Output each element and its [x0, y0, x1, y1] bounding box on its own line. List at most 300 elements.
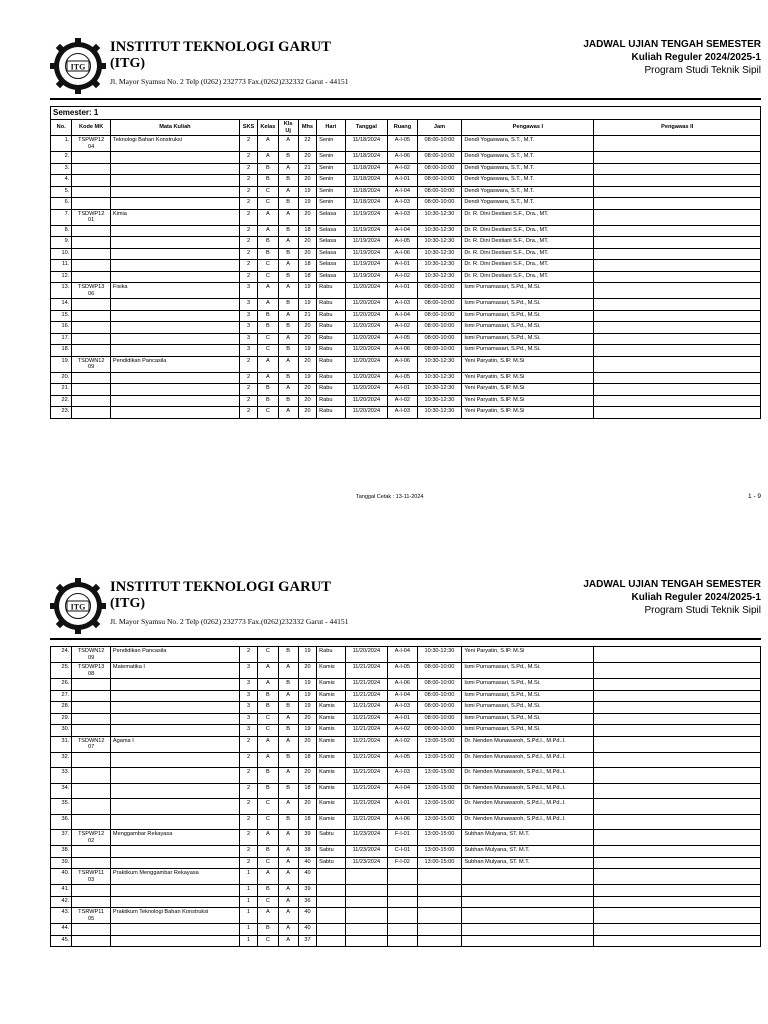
- col-kls-uj-cell: B: [278, 248, 298, 260]
- col-kode-mk-cell: TSDWN12 07: [72, 736, 111, 752]
- col-mhs-cell: 39: [298, 885, 316, 897]
- col-kls-uj-cell: A: [278, 136, 298, 152]
- table-row: [51, 271, 761, 283]
- col-hari-cell: [317, 896, 345, 908]
- table-row: [51, 783, 761, 799]
- col-tanggal-cell: 11/18/2024: [345, 152, 388, 164]
- col-pengawas-2-cell: [594, 663, 761, 679]
- col-sks-cell: 3: [239, 283, 257, 299]
- col-no-cell: 21.: [51, 384, 72, 396]
- col-kelas-cell: A: [258, 225, 278, 237]
- col-mhs-cell: 19: [298, 679, 316, 691]
- col-no-cell: 25.: [51, 663, 72, 679]
- col-kls-uj-cell: A: [278, 768, 298, 784]
- col-mata-kuliah-cell: Praktikum Teknologi Bahan Konstruksi: [110, 908, 239, 924]
- col-jam-cell: [417, 935, 462, 947]
- col-mata-kuliah-cell: Pendidikan Pancasila: [110, 356, 239, 372]
- col-tanggal-cell: 11/23/2024: [345, 830, 388, 846]
- col-jam-cell: 13:00-15:00: [417, 736, 462, 752]
- col-pengawas-1-cell: Dr. R. Dini Destiani S.F., Dra., MT.: [462, 248, 594, 260]
- document-subtitle: Kuliah Reguler 2024/2025-1: [631, 52, 761, 63]
- col-ruang-cell: A-I-06: [388, 345, 417, 357]
- col-tanggal-cell: 11/20/2024: [345, 372, 388, 384]
- col-kode-mk-cell: TSDWP12 01: [72, 209, 111, 225]
- col-pengawas-2-cell: [594, 152, 761, 164]
- table-row: [51, 225, 761, 237]
- col-mhs-cell: 19: [298, 299, 316, 311]
- col-sks-cell: 2: [239, 768, 257, 784]
- col-pengawas-2-cell: [594, 384, 761, 396]
- col-kode-mk-cell: [72, 299, 111, 311]
- col-kls-uj-header: Kls Uj: [278, 120, 298, 136]
- col-jam-cell: 08:00-10:00: [417, 136, 462, 152]
- col-pengawas-2-cell: [594, 783, 761, 799]
- col-hari-cell: Rabu: [317, 299, 345, 311]
- col-sks-cell: 2: [239, 830, 257, 846]
- col-kls-uj-cell: B: [278, 345, 298, 357]
- col-sks-cell: 3: [239, 322, 257, 334]
- col-ruang-cell: [388, 885, 417, 897]
- col-kelas-cell: B: [258, 384, 278, 396]
- col-pengawas-2-cell: [594, 271, 761, 283]
- col-no-cell: 9.: [51, 237, 72, 249]
- col-sks-cell: 2: [239, 736, 257, 752]
- col-no-cell: 11.: [51, 260, 72, 272]
- col-no-cell: 18.: [51, 345, 72, 357]
- col-mhs-cell: 20: [298, 395, 316, 407]
- col-kls-uj-cell: A: [278, 924, 298, 936]
- col-mhs-cell: 39: [298, 830, 316, 846]
- col-sks-cell: 2: [239, 356, 257, 372]
- col-mata-kuliah-cell: [110, 725, 239, 737]
- col-kls-uj-cell: A: [278, 857, 298, 869]
- table-row: [51, 260, 761, 272]
- col-ruang-cell: A-I-03: [388, 198, 417, 210]
- col-mhs-cell: 20: [298, 333, 316, 345]
- col-mhs-cell: 18: [298, 225, 316, 237]
- col-pengawas-2-cell: [594, 679, 761, 691]
- table-row: [51, 372, 761, 384]
- col-kode-mk-cell: TSDWP13 06: [72, 283, 111, 299]
- col-hari-cell: Rabu: [317, 345, 345, 357]
- col-pengawas-2-cell: [594, 702, 761, 714]
- col-mhs-cell: 19: [298, 283, 316, 299]
- table-row: [51, 345, 761, 357]
- col-sks-cell: 1: [239, 908, 257, 924]
- col-pengawas-2-cell: [594, 237, 761, 249]
- col-pengawas-2-cell: [594, 225, 761, 237]
- col-kls-uj-cell: A: [278, 690, 298, 702]
- table-row: [51, 869, 761, 885]
- col-mhs-cell: 40: [298, 869, 316, 885]
- col-jam-cell: [417, 885, 462, 897]
- col-hari-cell: Rabu: [317, 384, 345, 396]
- col-ruang-cell: A-I-01: [388, 283, 417, 299]
- col-jam-cell: [417, 924, 462, 936]
- col-ruang-cell: A-I-02: [388, 395, 417, 407]
- col-kelas-cell: C: [258, 814, 278, 830]
- col-no-cell: 17.: [51, 333, 72, 345]
- col-hari-cell: [317, 885, 345, 897]
- col-kelas-cell: C: [258, 896, 278, 908]
- table-row: [51, 175, 761, 187]
- col-pengawas-2-cell: [594, 830, 761, 846]
- document-subtitle: Kuliah Reguler 2024/2025-1: [631, 592, 761, 603]
- col-mata-kuliah-cell: [110, 752, 239, 768]
- col-kelas-cell: B: [258, 783, 278, 799]
- schedule-table: [50, 119, 761, 419]
- col-tanggal-cell: 11/21/2024: [345, 713, 388, 725]
- col-mhs-cell: 18: [298, 271, 316, 283]
- col-mata-kuliah-cell: [110, 260, 239, 272]
- col-mhs-cell: 20: [298, 768, 316, 784]
- col-pengawas-1-cell: Dendi Yogaswara, S.T., M.T.: [462, 152, 594, 164]
- col-kode-mk-cell: [72, 225, 111, 237]
- col-kode-mk-cell: [72, 725, 111, 737]
- table-row: [51, 186, 761, 198]
- col-sks-cell: 2: [239, 260, 257, 272]
- col-jam-cell: 13:00-15:00: [417, 814, 462, 830]
- col-pengawas-2-cell: [594, 322, 761, 334]
- col-kls-uj-cell: A: [278, 237, 298, 249]
- col-ruang-cell: [388, 935, 417, 947]
- col-hari-cell: Kamis: [317, 783, 345, 799]
- col-mata-kuliah-cell: Kimia: [110, 209, 239, 225]
- table-row: [51, 857, 761, 869]
- col-sks-cell: 2: [239, 752, 257, 768]
- col-kls-uj-cell: B: [278, 225, 298, 237]
- col-no-cell: 10.: [51, 248, 72, 260]
- col-sks-header: SKS: [239, 120, 257, 136]
- col-tanggal-cell: 11/18/2024: [345, 136, 388, 152]
- col-mata-kuliah-cell: [110, 896, 239, 908]
- col-kode-mk-cell: [72, 407, 111, 419]
- col-pengawas-2-cell: [594, 908, 761, 924]
- table-row: [51, 752, 761, 768]
- col-pengawas-2-cell: [594, 356, 761, 372]
- institution-name: INSTITUT TEKNOLOGI GARUT: [110, 39, 332, 55]
- col-jam-cell: [417, 908, 462, 924]
- col-pengawas-1-cell: Ismi Purnamasari, S.Pd., M.Si.: [462, 345, 594, 357]
- col-mhs-cell: 20: [298, 713, 316, 725]
- col-no-cell: 42.: [51, 896, 72, 908]
- col-no-cell: 31.: [51, 736, 72, 752]
- col-mata-kuliah-cell: [110, 407, 239, 419]
- col-tanggal-cell: 11/21/2024: [345, 725, 388, 737]
- col-no-cell: 13.: [51, 283, 72, 299]
- table-row: [51, 237, 761, 249]
- col-no-cell: 41.: [51, 885, 72, 897]
- col-tanggal-cell: 11/20/2024: [345, 395, 388, 407]
- col-kelas-cell: C: [258, 725, 278, 737]
- col-tanggal-cell: 11/20/2024: [345, 322, 388, 334]
- col-kls-uj-cell: A: [278, 356, 298, 372]
- col-pengawas-2-cell: [594, 736, 761, 752]
- col-mata-kuliah-cell: [110, 690, 239, 702]
- col-kode-mk-cell: [72, 713, 111, 725]
- col-kelas-cell: B: [258, 846, 278, 858]
- itg-logo-icon: [50, 38, 106, 94]
- col-tanggal-cell: [345, 924, 388, 936]
- col-kelas-cell: B: [258, 248, 278, 260]
- col-kelas-cell: B: [258, 310, 278, 322]
- col-tanggal-cell: 11/21/2024: [345, 752, 388, 768]
- col-ruang-cell: A-I-01: [388, 175, 417, 187]
- col-kelas-cell: C: [258, 271, 278, 283]
- col-hari-cell: Sabtu: [317, 830, 345, 846]
- col-kode-mk-cell: TSRWP11 05: [72, 908, 111, 924]
- col-no-cell: 3.: [51, 163, 72, 175]
- col-kelas-cell: B: [258, 690, 278, 702]
- col-tanggal-cell: [345, 869, 388, 885]
- col-pengawas-2-cell: [594, 768, 761, 784]
- table-row: [51, 198, 761, 210]
- schedule-table-continued: [50, 646, 761, 947]
- col-kelas-cell: A: [258, 830, 278, 846]
- col-pengawas-2-cell: [594, 299, 761, 311]
- col-mata-kuliah-cell: [110, 271, 239, 283]
- col-pengawas-2-cell: [594, 260, 761, 272]
- col-kls-uj-cell: B: [278, 752, 298, 768]
- col-hari-cell: [317, 908, 345, 924]
- col-hari-cell: Senin: [317, 198, 345, 210]
- col-pengawas-2-cell: [594, 857, 761, 869]
- col-sks-cell: 3: [239, 663, 257, 679]
- col-pengawas-1-cell: Ismi Purnamasari, S.Pd., M.Si.: [462, 322, 594, 334]
- col-kls-uj-cell: A: [278, 935, 298, 947]
- program-name: Program Studi Teknik Sipil: [644, 605, 761, 616]
- col-sks-cell: 2: [239, 384, 257, 396]
- col-jam-cell: [417, 896, 462, 908]
- col-pengawas-1-cell: [462, 908, 594, 924]
- col-pengawas-2-cell: [594, 846, 761, 858]
- table-row: [51, 384, 761, 396]
- col-pengawas-2-cell: [594, 395, 761, 407]
- col-tanggal-cell: 11/19/2024: [345, 260, 388, 272]
- col-kelas-cell: C: [258, 857, 278, 869]
- col-kls-uj-cell: A: [278, 869, 298, 885]
- col-kls-uj-cell: B: [278, 175, 298, 187]
- col-pengawas-2-cell: [594, 283, 761, 299]
- col-kode-mk-cell: [72, 783, 111, 799]
- col-sks-cell: 2: [239, 163, 257, 175]
- col-tanggal-cell: 11/20/2024: [345, 299, 388, 311]
- col-no-cell: 36.: [51, 814, 72, 830]
- col-kls-uj-cell: B: [278, 152, 298, 164]
- col-kode-mk-cell: [72, 248, 111, 260]
- col-hari-cell: Sabtu: [317, 857, 345, 869]
- col-kode-mk-cell: TSDWN12 09: [72, 356, 111, 372]
- col-kls-uj-cell: A: [278, 799, 298, 815]
- col-ruang-cell: A-I-05: [388, 663, 417, 679]
- col-mhs-cell: 36: [298, 896, 316, 908]
- col-ruang-cell: [388, 924, 417, 936]
- col-tanggal-cell: 11/20/2024: [345, 407, 388, 419]
- col-kelas-cell: B: [258, 237, 278, 249]
- col-kode-mk-cell: [72, 322, 111, 334]
- col-sks-cell: 3: [239, 679, 257, 691]
- col-kls-uj-cell: B: [278, 702, 298, 714]
- svg-text:ITG: ITG: [70, 602, 86, 612]
- col-mhs-cell: 19: [298, 345, 316, 357]
- col-kelas-cell: B: [258, 322, 278, 334]
- col-pengawas-2-cell: [594, 345, 761, 357]
- col-sks-cell: 3: [239, 690, 257, 702]
- col-jam-cell: 08:00-10:00: [417, 663, 462, 679]
- col-ruang-cell: C-I-01: [388, 846, 417, 858]
- col-sks-cell: 2: [239, 186, 257, 198]
- col-tanggal-cell: 11/19/2024: [345, 248, 388, 260]
- col-mata-kuliah-cell: [110, 846, 239, 858]
- col-kode-mk-cell: [72, 896, 111, 908]
- col-kls-uj-cell: A: [278, 896, 298, 908]
- col-pengawas-2-cell: [594, 310, 761, 322]
- col-sks-cell: 2: [239, 372, 257, 384]
- col-no-cell: 26.: [51, 679, 72, 691]
- col-pengawas-2-header: Pengawas II: [594, 120, 761, 136]
- col-mata-kuliah-cell: [110, 799, 239, 815]
- col-hari-cell: Kamis: [317, 799, 345, 815]
- col-sks-cell: 2: [239, 814, 257, 830]
- col-kode-mk-cell: TSDWP13 08: [72, 663, 111, 679]
- col-pengawas-1-header: Pengawas I: [462, 120, 594, 136]
- col-hari-cell: [317, 924, 345, 936]
- col-mata-kuliah-cell: [110, 702, 239, 714]
- col-mata-kuliah-cell: Teknologi Bahan Konstruksi: [110, 136, 239, 152]
- col-ruang-cell: A-I-06: [388, 152, 417, 164]
- col-hari-cell: Selasa: [317, 237, 345, 249]
- col-kls-uj-cell: A: [278, 846, 298, 858]
- table-row: [51, 283, 761, 299]
- col-mata-kuliah-cell: [110, 814, 239, 830]
- col-mhs-cell: 20: [298, 209, 316, 225]
- col-pengawas-1-cell: Dr. Nenden Munawaroh, S.Pd.I., M.Pd..I.: [462, 814, 594, 830]
- col-ruang-cell: [388, 896, 417, 908]
- table-row: [51, 814, 761, 830]
- col-no-cell: 37.: [51, 830, 72, 846]
- semester-label: Semester: 1: [50, 106, 761, 119]
- col-kode-mk-cell: [72, 857, 111, 869]
- col-kode-mk-cell: [72, 395, 111, 407]
- col-kelas-header: Kelas: [258, 120, 278, 136]
- col-pengawas-1-cell: Dr. R. Dini Destiani S.F., Dra., MT.: [462, 209, 594, 225]
- col-tanggal-cell: [345, 908, 388, 924]
- table-row: [51, 647, 761, 663]
- col-hari-cell: [317, 935, 345, 947]
- col-tanggal-cell: [345, 896, 388, 908]
- col-mata-kuliah-cell: [110, 163, 239, 175]
- col-jam-cell: 10:30-12:30: [417, 209, 462, 225]
- col-sks-cell: 2: [239, 271, 257, 283]
- col-kode-mk-cell: TSDWN12 09: [72, 647, 111, 663]
- col-pengawas-1-cell: Yeni Paryatin, S.IP. M.Si: [462, 395, 594, 407]
- col-jam-cell: 08:00-10:00: [417, 333, 462, 345]
- col-tanggal-cell: 11/21/2024: [345, 783, 388, 799]
- col-jam-cell: 08:00-10:00: [417, 299, 462, 311]
- col-kls-uj-cell: B: [278, 271, 298, 283]
- header-divider: [50, 638, 761, 640]
- col-pengawas-2-cell: [594, 186, 761, 198]
- col-mata-kuliah-cell: [110, 768, 239, 784]
- col-kode-mk-cell: [72, 198, 111, 210]
- col-hari-cell: Senin: [317, 186, 345, 198]
- col-hari-cell: Selasa: [317, 209, 345, 225]
- col-ruang-cell: A-I-01: [388, 384, 417, 396]
- col-no-cell: 12.: [51, 271, 72, 283]
- col-no-cell: 43.: [51, 908, 72, 924]
- col-pengawas-1-cell: Dendi Yogaswara, S.T., M.T.: [462, 186, 594, 198]
- col-kode-mk-cell: [72, 679, 111, 691]
- col-pengawas-2-cell: [594, 198, 761, 210]
- table-row: [51, 209, 761, 225]
- col-no-cell: 6.: [51, 198, 72, 210]
- col-sks-cell: 3: [239, 333, 257, 345]
- col-tanggal-cell: 11/19/2024: [345, 225, 388, 237]
- col-mhs-cell: 18: [298, 814, 316, 830]
- col-sks-cell: 2: [239, 175, 257, 187]
- col-pengawas-2-cell: [594, 885, 761, 897]
- col-hari-cell: Selasa: [317, 260, 345, 272]
- col-pengawas-2-cell: [594, 333, 761, 345]
- col-mhs-cell: 20: [298, 152, 316, 164]
- col-kelas-cell: C: [258, 713, 278, 725]
- col-pengawas-2-cell: [594, 163, 761, 175]
- table-row: [51, 248, 761, 260]
- col-sks-cell: 2: [239, 846, 257, 858]
- col-pengawas-1-cell: Yeni Paryatin, S.IP. M.Si: [462, 372, 594, 384]
- col-pengawas-1-cell: Dendi Yogaswara, S.T., M.T.: [462, 198, 594, 210]
- col-pengawas-1-cell: Dendi Yogaswara, S.T., M.T.: [462, 163, 594, 175]
- institution-address: Jl. Mayor Syamsu No. 2 Telp (0262) 232773 Fax.(0262)232332 Garut - 44151: [110, 617, 349, 626]
- col-mata-kuliah-cell: [110, 310, 239, 322]
- col-kelas-cell: A: [258, 356, 278, 372]
- col-ruang-cell: A-I-03: [388, 407, 417, 419]
- col-jam-cell: 13:00-15:00: [417, 857, 462, 869]
- col-sks-cell: 2: [239, 857, 257, 869]
- col-ruang-cell: A-I-01: [388, 260, 417, 272]
- col-pengawas-1-cell: Dr. Nenden Munawaroh, S.Pd.I., M.Pd..I.: [462, 783, 594, 799]
- col-ruang-cell: A-I-05: [388, 333, 417, 345]
- table-row: [51, 768, 761, 784]
- col-mata-kuliah-cell: [110, 248, 239, 260]
- col-jam-cell: 13:00-15:00: [417, 830, 462, 846]
- print-date: Tanggal Cetak : 13-11-2024: [356, 494, 424, 500]
- col-jam-cell: 08:00-10:00: [417, 152, 462, 164]
- document-title-block: [583, 578, 761, 617]
- col-hari-cell: Rabu: [317, 322, 345, 334]
- col-tanggal-cell: 11/20/2024: [345, 333, 388, 345]
- header-divider: [50, 98, 761, 100]
- col-pengawas-2-cell: [594, 136, 761, 152]
- col-kode-mk-cell: [72, 163, 111, 175]
- col-sks-cell: 3: [239, 713, 257, 725]
- col-kls-uj-cell: A: [278, 663, 298, 679]
- col-tanggal-cell: 11/20/2024: [345, 356, 388, 372]
- col-jam-cell: 08:00-10:00: [417, 175, 462, 187]
- table-row: [51, 885, 761, 897]
- col-kls-uj-cell: A: [278, 163, 298, 175]
- col-mata-kuliah-header: Mata Kuliah: [110, 120, 239, 136]
- col-mhs-cell: 19: [298, 186, 316, 198]
- table-row: [51, 725, 761, 737]
- col-no-cell: 33.: [51, 768, 72, 784]
- table-header-row: [51, 120, 761, 136]
- col-mata-kuliah-cell: [110, 885, 239, 897]
- col-pengawas-1-cell: Dr. R. Dini Destiani S.F., Dra., MT.: [462, 225, 594, 237]
- col-ruang-cell: A-I-06: [388, 356, 417, 372]
- col-hari-cell: Kamis: [317, 768, 345, 784]
- col-pengawas-1-cell: Yeni Paryatin, S.IP. M.Si: [462, 407, 594, 419]
